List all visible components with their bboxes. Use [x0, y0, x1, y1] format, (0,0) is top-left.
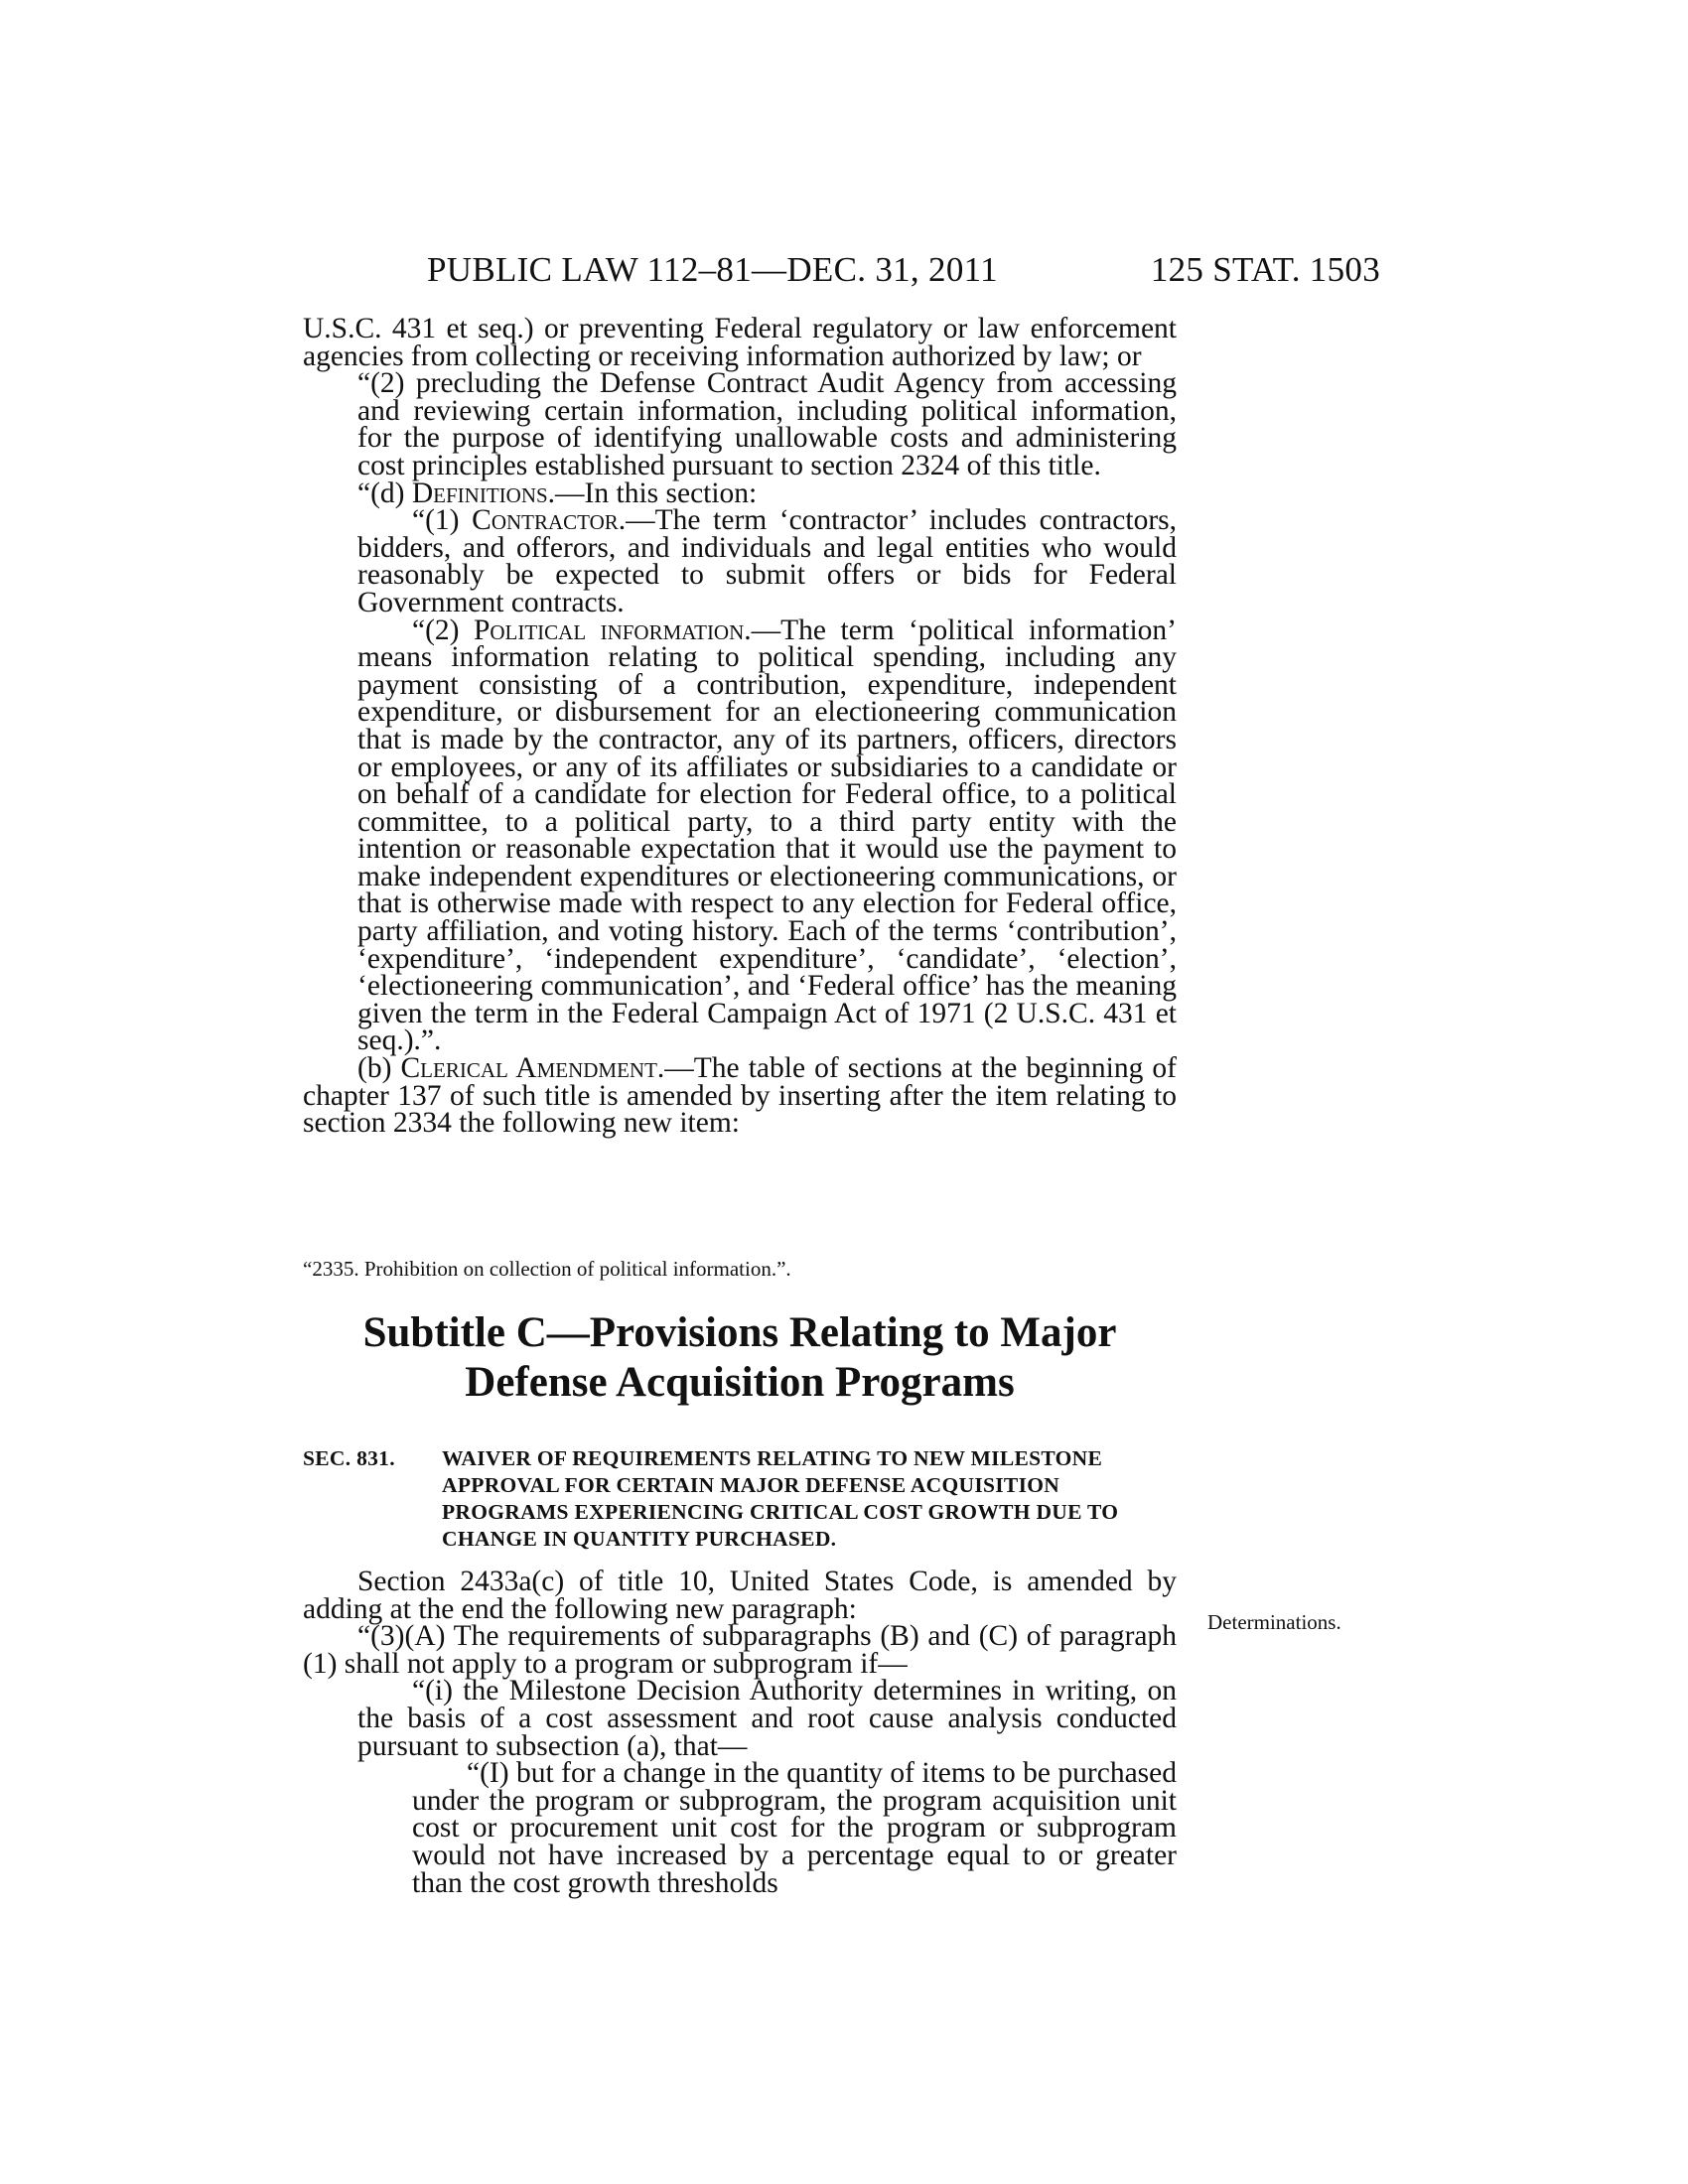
subtitle-line-1: Subtitle C—Provisions Relating to Major [362, 1309, 1117, 1356]
clause-i: “(i) the Milestone Decision Authority determines in writing, on the basis of a cost assessment and root cause analysis conducted pursuant to subsection (a), that— [357, 1675, 1177, 1762]
paragraph-continuation: U.S.C. 431 et seq.) or preventing Federal regulatory or law enforcement agencies from collecting or receiving information authorized by law; or [303, 313, 1177, 372]
running-header [427, 250, 1380, 300]
clerical-amendment: (b) Clerical Amendment.—The table of sections at the beginning of chapter 137 of such title is amended by inserting after the item relating to section 2334 the following new item: [303, 1052, 1177, 1140]
table-of-sections-item: “2335. Prohibition on collection of political information.”. [303, 1257, 791, 1281]
body-text-block-1 [303, 313, 1177, 1140]
paragraph-2: “(2) precluding the Defense Contract Audit Agency from accessing and reviewing certain information, including political information, for the purpose of identifying unallowable costs and administering cost principles established pursuant to section 2324 of this title. [357, 367, 1177, 481]
section-intro: Section 2433a(c) of title 10, United States Code, is amended by adding at the end the following new paragraph: [303, 1566, 1177, 1625]
public-law-title: PUBLIC LAW 112–81—DEC. 31, 2011 [427, 250, 998, 289]
definition-contractor: “(1) Contractor.—The term ‘contractor’ includes contractors, bidders, and offerors, and individuals and legal entities who would reasonably be expected to submit offers or bids for Federal Government contracts. [357, 504, 1177, 618]
subtitle-heading [303, 1308, 1177, 1408]
definition-political-information: “(2) Political information.—The term ‘political information’ means information relating to political spending, including any payment consisting of a contribution, expenditure, independent expenditure, or disbursement for an electioneering communication that is made by the contractor, any of its partners, officers, directors or employees, or any of its affiliates or subsidiaries to a candidate or on behalf of a candidate for election for Federal office, to a political committee, to a political party, to a third party entity with the intention or reasonable expectation that it would use the payment to make independent expenditures or electioneering communications, or that is otherwise made with respect to any election for Federal office, party affiliation, and voting history. Each of the terms ‘contribution’, ‘expenditure’, ‘independent expenditure’, ‘candidate’, ‘election’, ‘electioneering communication’, and ‘Federal office’ has the meaning given the term in the Federal Campaign Act of 1971 (2 U.S.C. 431 et seq.).”. [357, 614, 1177, 1057]
paragraph-3a: “(3)(A) The requirements of subparagraphs (B) and (C) of paragraph (1) shall not apply to a program or subprogram if— [303, 1620, 1177, 1680]
body-text-block-2 [303, 1566, 1177, 1899]
section-heading [303, 1445, 1177, 1553]
definitions-heading: “(d) Definitions.—In this section: [357, 477, 758, 509]
statute-page-number: 125 STAT. 1503 [1150, 250, 1380, 289]
margin-note: Determinations. [1207, 1610, 1341, 1634]
subtitle-line-2: Defense Acquisition Programs [465, 1359, 1015, 1406]
section-number: SEC. 831. [303, 1446, 395, 1470]
subclause-I: “(I) but for a change in the quantity of items to be purchased under the program or subprogram, the program acquisition unit cost or procurement unit cost for the program or subprogram would not have increased by a percentage equal to or greater than the cost growth thresholds [412, 1757, 1177, 1899]
section-title: WAIVER OF REQUIREMENTS RELATING TO NEW MILESTONE APPROVAL FOR CERTAIN MAJOR DEFENSE ACQUISITION PROGRAMS EXPERIENCING CRITICAL COST GROWTH DUE TO CHANGE IN QUANTITY PURCHASED. [442, 1446, 1119, 1551]
